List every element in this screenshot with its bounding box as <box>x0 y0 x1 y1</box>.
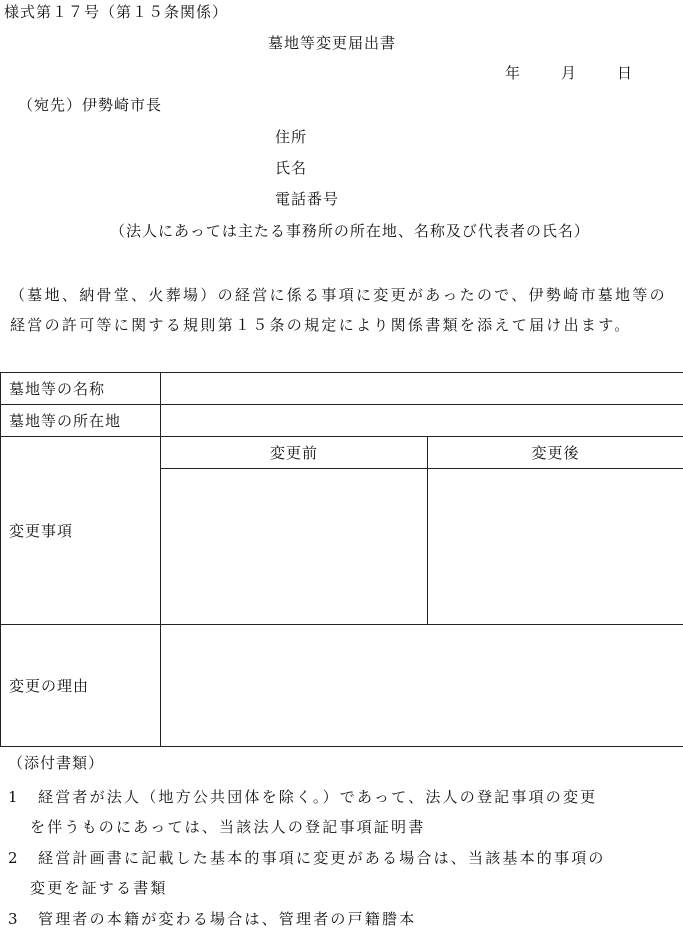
facility-location-field[interactable] <box>161 405 683 437</box>
change-items-label: 変更事項 <box>1 437 161 625</box>
table-row <box>1 625 683 747</box>
change-reason-label: 変更の理由 <box>1 625 161 747</box>
table-row <box>1 373 683 405</box>
date-month-label: 月 <box>561 64 617 82</box>
after-change-header: 変更後 <box>428 437 683 469</box>
attachment-item-continuation: 変更を証する書類 <box>8 873 678 903</box>
attachment-item <box>8 843 678 903</box>
attachment-item-text: 経営者が法人（地方公共団体を除く。）であって、法人の登記事項の変更 <box>38 788 597 806</box>
before-change-field[interactable] <box>161 469 428 625</box>
phone-label: 電話番号 <box>275 190 339 208</box>
attachment-item <box>8 904 678 934</box>
facility-name-label: 墓地等の名称 <box>1 373 161 405</box>
after-change-field[interactable] <box>428 469 683 625</box>
change-reason-field[interactable] <box>161 625 683 747</box>
attachments-heading: （添付書類） <box>8 754 104 772</box>
facility-name-field[interactable] <box>161 373 683 405</box>
corporation-note: （法人にあっては主たる事務所の所在地、名称及び代表者の氏名） <box>110 222 590 240</box>
table-row <box>1 437 683 469</box>
name-label: 氏名 <box>275 159 307 177</box>
before-change-header: 変更前 <box>161 437 428 469</box>
addressee: （宛先）伊勢崎市長 <box>18 96 162 114</box>
form-number: 様式第１７号（第１５条関係） <box>4 3 228 21</box>
facility-location-label: 墓地等の所在地 <box>1 405 161 437</box>
attachment-item-number: 1 <box>8 782 38 812</box>
attachment-item-number: 2 <box>8 843 38 873</box>
attachment-item-number: 3 <box>8 904 38 934</box>
attachment-item <box>8 782 678 842</box>
document-title: 墓地等変更届出書 <box>268 34 396 52</box>
date-line <box>505 64 633 82</box>
form-table <box>0 372 683 747</box>
attachment-item-text: 経営計画書に記載した基本的事項に変更がある場合は、当該基本的事項の <box>38 849 606 867</box>
date-day-label: 日 <box>617 64 633 82</box>
table-row <box>1 405 683 437</box>
attachment-item-text: 管理者の本籍が変わる場合は、管理者の戸籍謄本 <box>38 910 416 928</box>
attachment-item-continuation: を伴うものにあっては、当該法人の登記事項証明書 <box>8 812 678 842</box>
date-year-label: 年 <box>505 64 561 82</box>
body-paragraph: （墓地、納骨堂、火葬場）の経営に係る事項に変更があったので、伊勢崎市墓地等の経営の許可等に関する規則第１５条の規定により関係書類を添えて届け出ます。 <box>10 280 678 340</box>
address-label: 住所 <box>275 128 307 146</box>
